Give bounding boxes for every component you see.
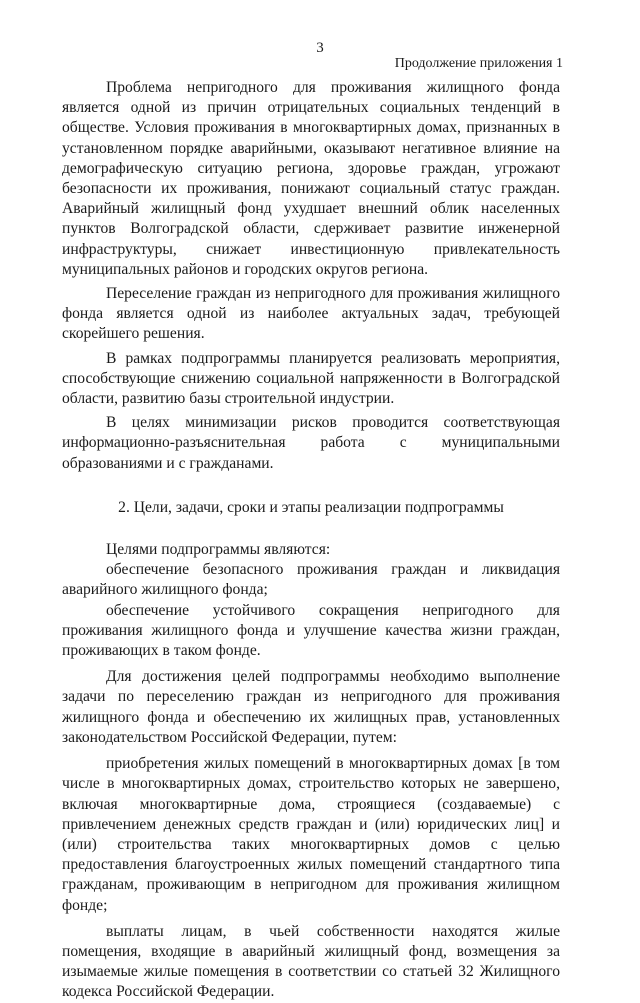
goal-item-2: обеспечение устойчивого сокращения непригодного для проживания жилищного фонда и улучшение качества жизни граждан, проживающих в таком фонде. — [62, 601, 560, 660]
method-item-1: приобретения жилых помещений в многоквартирных домах [в том числе в многоквартирных домах, строительство которых не завершено, включая многоквартирные дома, строящиеся (создаваемые) с привлечением денежных средств граждан и (или) юридических лиц] и (или) строительства таких многоквартирных домов с целью предоставления благоустроенных жилых помещений стандартного типа гражданам, проживающим в непригодном для проживания жилищном фонде; — [62, 755, 560, 914]
paragraph-resettlement: Переселение граждан из непригодного для проживания жилищного фонда является одной из наиболее актуальных задач, требующей скорейшего решения. — [62, 285, 560, 343]
goals-intro: Целями подпрограммы являются: — [106, 541, 331, 559]
appendix-note: Продолжение приложения 1 — [394, 56, 563, 71]
paragraph-risk-minimization: В целях минимизации рисков проводится соответствующая информационно-разъяснительная работа с муниципальными образованиями и с гражданами. — [62, 414, 560, 472]
document-body — [62, 78, 560, 1003]
page-number: 3 — [316, 40, 324, 56]
paragraph-subprogram-measures: В рамках подпрограммы планируется реализовать мероприятия, способствующие снижению социальной напряженности в Волгоградской области, развитию базы строительной индустрии. — [62, 349, 560, 408]
paragraph-problem: Проблема непригодного для проживания жилищного фонда является одной из причин отрицательных социальных тенденций в обществе. Условия проживания в многоквартирных домах, признанных в установленном порядке аварийными, оказывают негативное влияние на демографическую ситуацию региона, здоровье граждан, угрожают безопасности их проживания, понижают социальный статус граждан. Аварийный жилищный фонд ухудшает внешний облик населенных пунктов Волгоградской области, сдерживает развитие инженерной инфраструктуры, снижает инвестиционную привлекательность муниципальных районов и городских округов региона. — [62, 79, 560, 278]
section-heading: 2. Цели, задачи, сроки и этапы реализации подпрограммы — [118, 498, 504, 516]
method-item-2: выплаты лицам, в чьей собственности находятся жилые помещения, входящие в аварийный жилищный фонд, возмещения за изымаемые жилые помещения в соответствии со статьей 32 Жилищного кодекса Российской Федерации. — [62, 922, 560, 1001]
goal-item-1: обеспечение безопасного проживания граждан и ликвидация аварийного жилищного фонда; — [62, 561, 560, 599]
tasks-intro: Для достижения целей подпрограммы необходимо выполнение задачи по переселению граждан из непригодного для проживания жилищного фонда и обеспечению их жилищных прав, установленных законодательством Российской Федерации, путем: — [62, 668, 560, 746]
